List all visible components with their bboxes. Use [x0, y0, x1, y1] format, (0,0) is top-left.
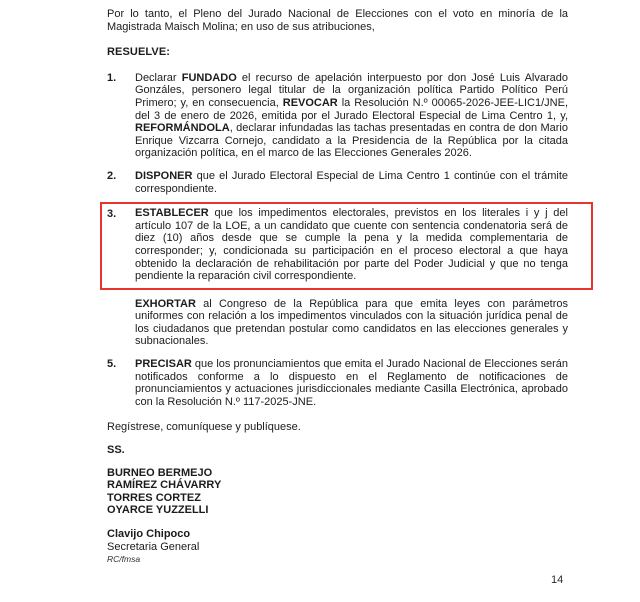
- resolve-heading: RESUELVE:: [107, 46, 171, 59]
- ss-label: SS.: [107, 444, 125, 457]
- closing-line: Regístrese, comuníquese y publíquese.: [107, 421, 301, 434]
- resolution-item-highlighted: [100, 202, 593, 290]
- intro-paragraph: Por lo tanto, el Pleno del Jurado Nacional de Elecciones con el voto en minoría de la Magistrada Maisch Molina; en uso de sus atribuciones,: [107, 8, 568, 33]
- signatory-name: TORRES CORTEZ: [107, 491, 201, 504]
- resolution-item: [107, 72, 568, 160]
- item-number: 1.: [107, 71, 117, 84]
- item-text: ESTABLECER que los impedimentos electorales, previstos en los literales i y j del artículo 107 de la LOE, a un candidato que cuente con sentencia condenatoria será de diez (10) años desde que se cumple la pena y la medida complementaria de corresponder; y, condicionada su participación en el proceso electoral a que haya obtenido la declaración de rehabilitación por parte del Poder Judicial y que no tenga pendiente la reparación civil correspondiente.: [135, 207, 568, 283]
- secretary-block: [107, 528, 568, 565]
- resolution-item: [107, 358, 568, 408]
- signatory-name: BURNEO BERMEJO: [107, 466, 213, 479]
- resolution-items: [107, 72, 568, 409]
- signatory-name: RAMÍREZ CHÁVARRY: [107, 479, 222, 492]
- item-text: Declarar FUNDADO el recurso de apelación interpuesto por don José Luis Alvarado Gonzáles, personero legal titular de la organización política Partido Político Perú Primero; y, en consecuencia, REVOCAR la Resolución N.º 00065-2026-JEE-LIC1/JNE, del 3 de enero de 2026, emitida por el Jurado Electoral Especial de Lima Centro 1, y, REFORMÁNDOLA, declarar infundadas las tachas presentadas en contra de don Mario Enrique Vizcarra Cornejo, candidato a la Presidencia de la República por la citada organización política, en el marco de las Elecciones Generales 2026.: [135, 71, 569, 160]
- item-text: EXHORTAR al Congreso de la República para que emita leyes con parámetros uniformes con relación a los impedimentos vinculados con la situación jurídica penal de los ciudadanos que pretendan postular como candidatos en las elecciones generales y subnacionales.: [135, 297, 568, 348]
- secretary-title: Secretaria General: [107, 540, 200, 553]
- signatories-list: [107, 467, 568, 517]
- item-text: DISPONER que el Jurado Electoral Especial de Lima Centro 1 continúe con el trámite correspondiente.: [135, 169, 568, 195]
- signatory-name: OYARCE YUZZELLI: [107, 504, 209, 517]
- page-number: 14: [551, 574, 564, 586]
- item-number: 5.: [107, 358, 117, 371]
- resolution-item: [107, 298, 568, 348]
- item-number: 3.: [107, 208, 117, 221]
- item-number: 2.: [107, 169, 117, 182]
- item-text: PRECISAR que los pronunciamientos que emita el Jurado Nacional de Elecciones serán notificados conforme a lo dispuesto en el Reglamento de notificaciones de pronunciamientos y actuaciones jurisdiccionales mediante Casilla Electrónica, aprobado con la Resolución N.º 117-2025-JNE.: [135, 358, 568, 408]
- resolution-item: [107, 170, 568, 195]
- typist-initials: RC/fmsa: [107, 554, 141, 565]
- secretary-name: Clavijo Chipoco: [107, 528, 191, 540]
